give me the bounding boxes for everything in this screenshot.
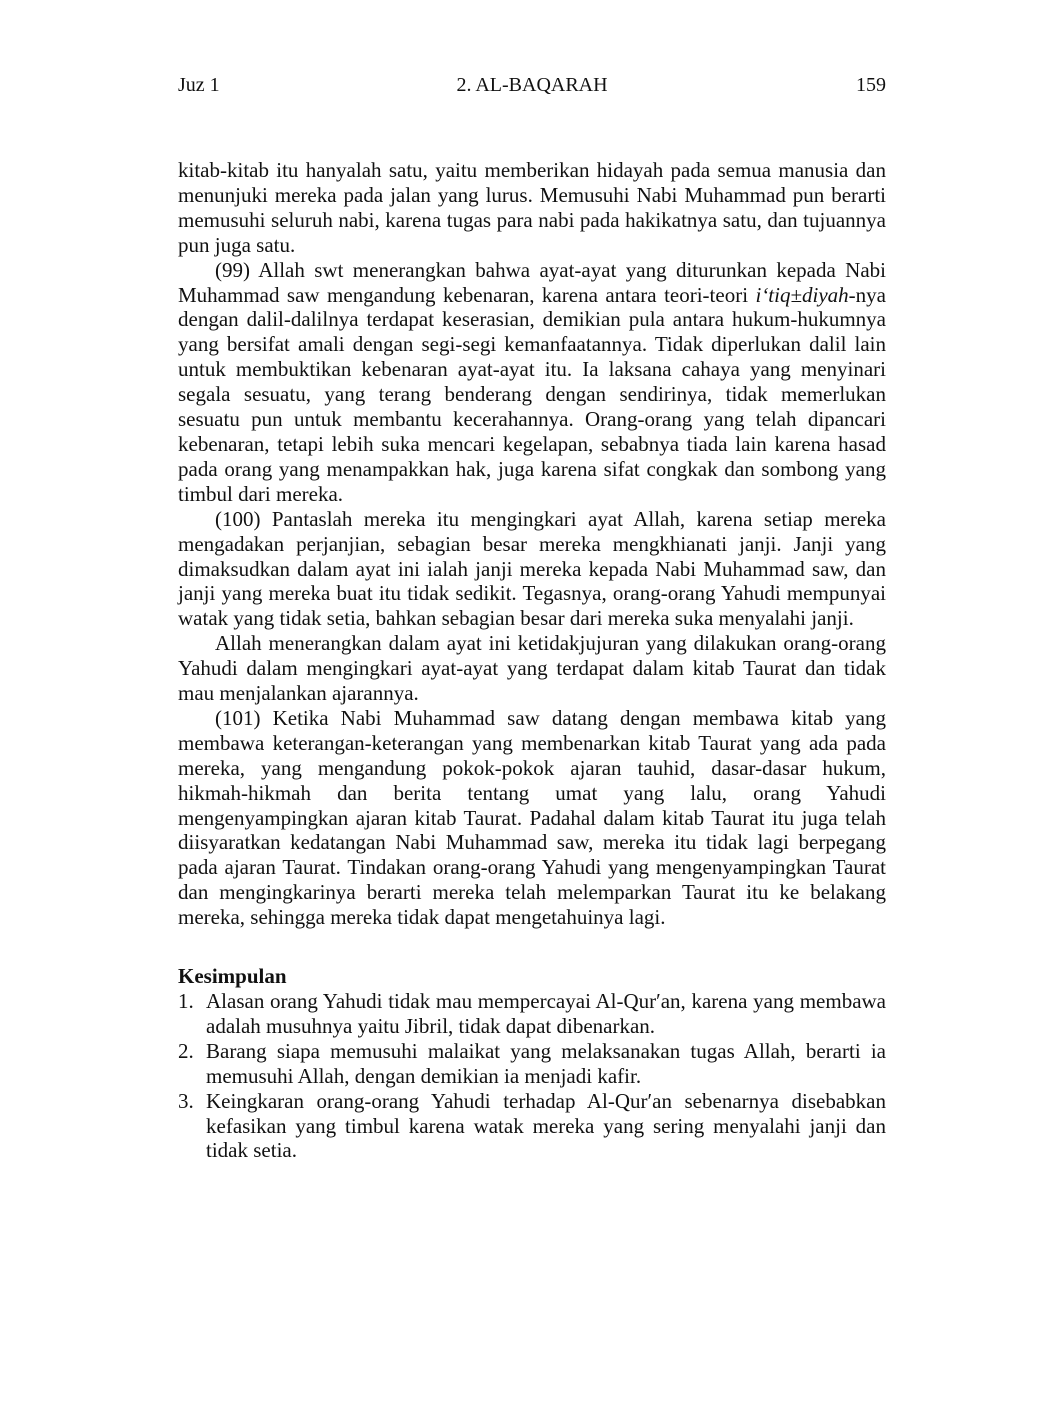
- verse-99-text-end: -nya dengan dalil-dalilnya terdapat keserasian, demikian pula antara hukum-hukumnya yang bersifat amali dengan segi-segi kemanfaatannya. Tidak diperlukan dalil lain untuk membuktikan kebenaran ayat-ayat itu. Ia laksana cahaya yang menyinari segala sesuatu, yang terang benderang dengan sendirinya, tidak memerlukan sesuatu pun untuk membantu kecerahannya. Orang-orang yang telah dipancari kebenaran, tetapi lebih suka mencari kegelapan, sebabnya tiada lain karena hasad pada orang yang menampakkan hak, juga karena sifat congkak dan sombong yang timbul dari mereka.: [178, 282, 886, 506]
- list-item-text: Alasan orang Yahudi tidak mau mempercayai Al-Qur′an, karena yang membawa adalah musuhnya yaitu Jibril, tidak dapat dibenarkan.: [206, 989, 886, 1038]
- chapter-title: 2. AL-BAQARAH: [456, 74, 608, 96]
- list-item-text: Barang siapa memusuhi malaikat yang melaksanakan tugas Allah, berarti ia memusuhi Allah, dengan demikian ia menjadi kafir.: [206, 1038, 886, 1088]
- main-text: [178, 158, 886, 1163]
- juz-label: Juz 1: [178, 74, 220, 96]
- list-item-number: 1.: [178, 989, 194, 1013]
- list-item-number: 2.: [178, 1038, 194, 1063]
- paragraph-continuation: kitab-kitab itu hanyalah satu, yaitu memberikan hidayah pada semua manusia dan menunjuki mereka pada jalan yang lurus. Memusuhi Nabi Muhammad pun berarti memusuhi seluruh nabi, karena tugas para nabi pada hakikatnya satu, dan tujuannya pun juga satu.: [178, 158, 886, 257]
- list-item-number: 3.: [178, 1088, 194, 1113]
- paragraph-verse-100: (100) Pantaslah mereka itu mengingkari ayat Allah, karena setiap mereka mengadakan perjanjian, sebagian besar mereka mengkhianati janji. Janji yang dimaksudkan dalam ayat ini ialah janji mereka kepada Nabi Muhammad saw, dan janji yang mereka buat itu tidak sedikit. Tegasnya, orang-orang Yahudi mempunyai watak yang tidak setia, bahkan sebagian besar dari mereka suka menyalahi janji.: [178, 506, 886, 631]
- page-number: 159: [856, 74, 886, 96]
- page-header: [178, 71, 886, 99]
- paragraph-verse-99: [178, 258, 886, 507]
- list-item: [178, 989, 886, 1039]
- list-item-text: Keingkaran orang-orang Yahudi terhadap Al-Qur′an sebenarnya disebabkan kefasikan yang timbul karena watak mereka yang sering menyalahi janji dan tidak setia.: [206, 1088, 886, 1163]
- list-item: [178, 1039, 886, 1089]
- verse-99-text-start: (99) Allah swt menerangkan bahwa ayat-ayat yang diturunkan kepada Nabi Muhammad saw mengandung kebenaran, karena antara teori-teori: [178, 257, 886, 307]
- list-item: [178, 1089, 886, 1164]
- transliterated-term: i‘tiq±diyah: [755, 282, 849, 307]
- paragraph-explanation: Allah menerangkan dalam ayat ini ketidakjujuran yang dilakukan orang-orang Yahudi dalam mengingkari ayat-ayat yang terdapat dalam kitab Taurat dan tidak mau menjalankan ajarannya.: [178, 631, 886, 706]
- paragraph-verse-101: (101) Ketika Nabi Muhammad saw datang dengan membawa kitab yang membawa keterangan-keterangan yang membenarkan kitab Taurat yang ada pada mereka, yang mengandung pokok-pokok ajaran tauhid, dasar-dasar hukum, hikmah-hikmah dan berita tentang umat yang lalu, orang Yahudi mengenyampingkan ajaran kitab Taurat. Padahal dalam kitab Taurat itu juga telah diisyaratkan kedatangan Nabi Muhammad saw, mereka itu tidak lagi berpegang pada ajaran Taurat. Tindakan orang-orang Yahudi yang mengenyampingkan Taurat dan mengingkarinya berarti mereka telah melemparkan Taurat itu ke belakang mereka, sehingga mereka tidak dapat mengetahuinya lagi.: [178, 705, 886, 930]
- conclusion-list: [178, 989, 886, 1163]
- conclusion-heading: Kesimpulan: [178, 964, 287, 989]
